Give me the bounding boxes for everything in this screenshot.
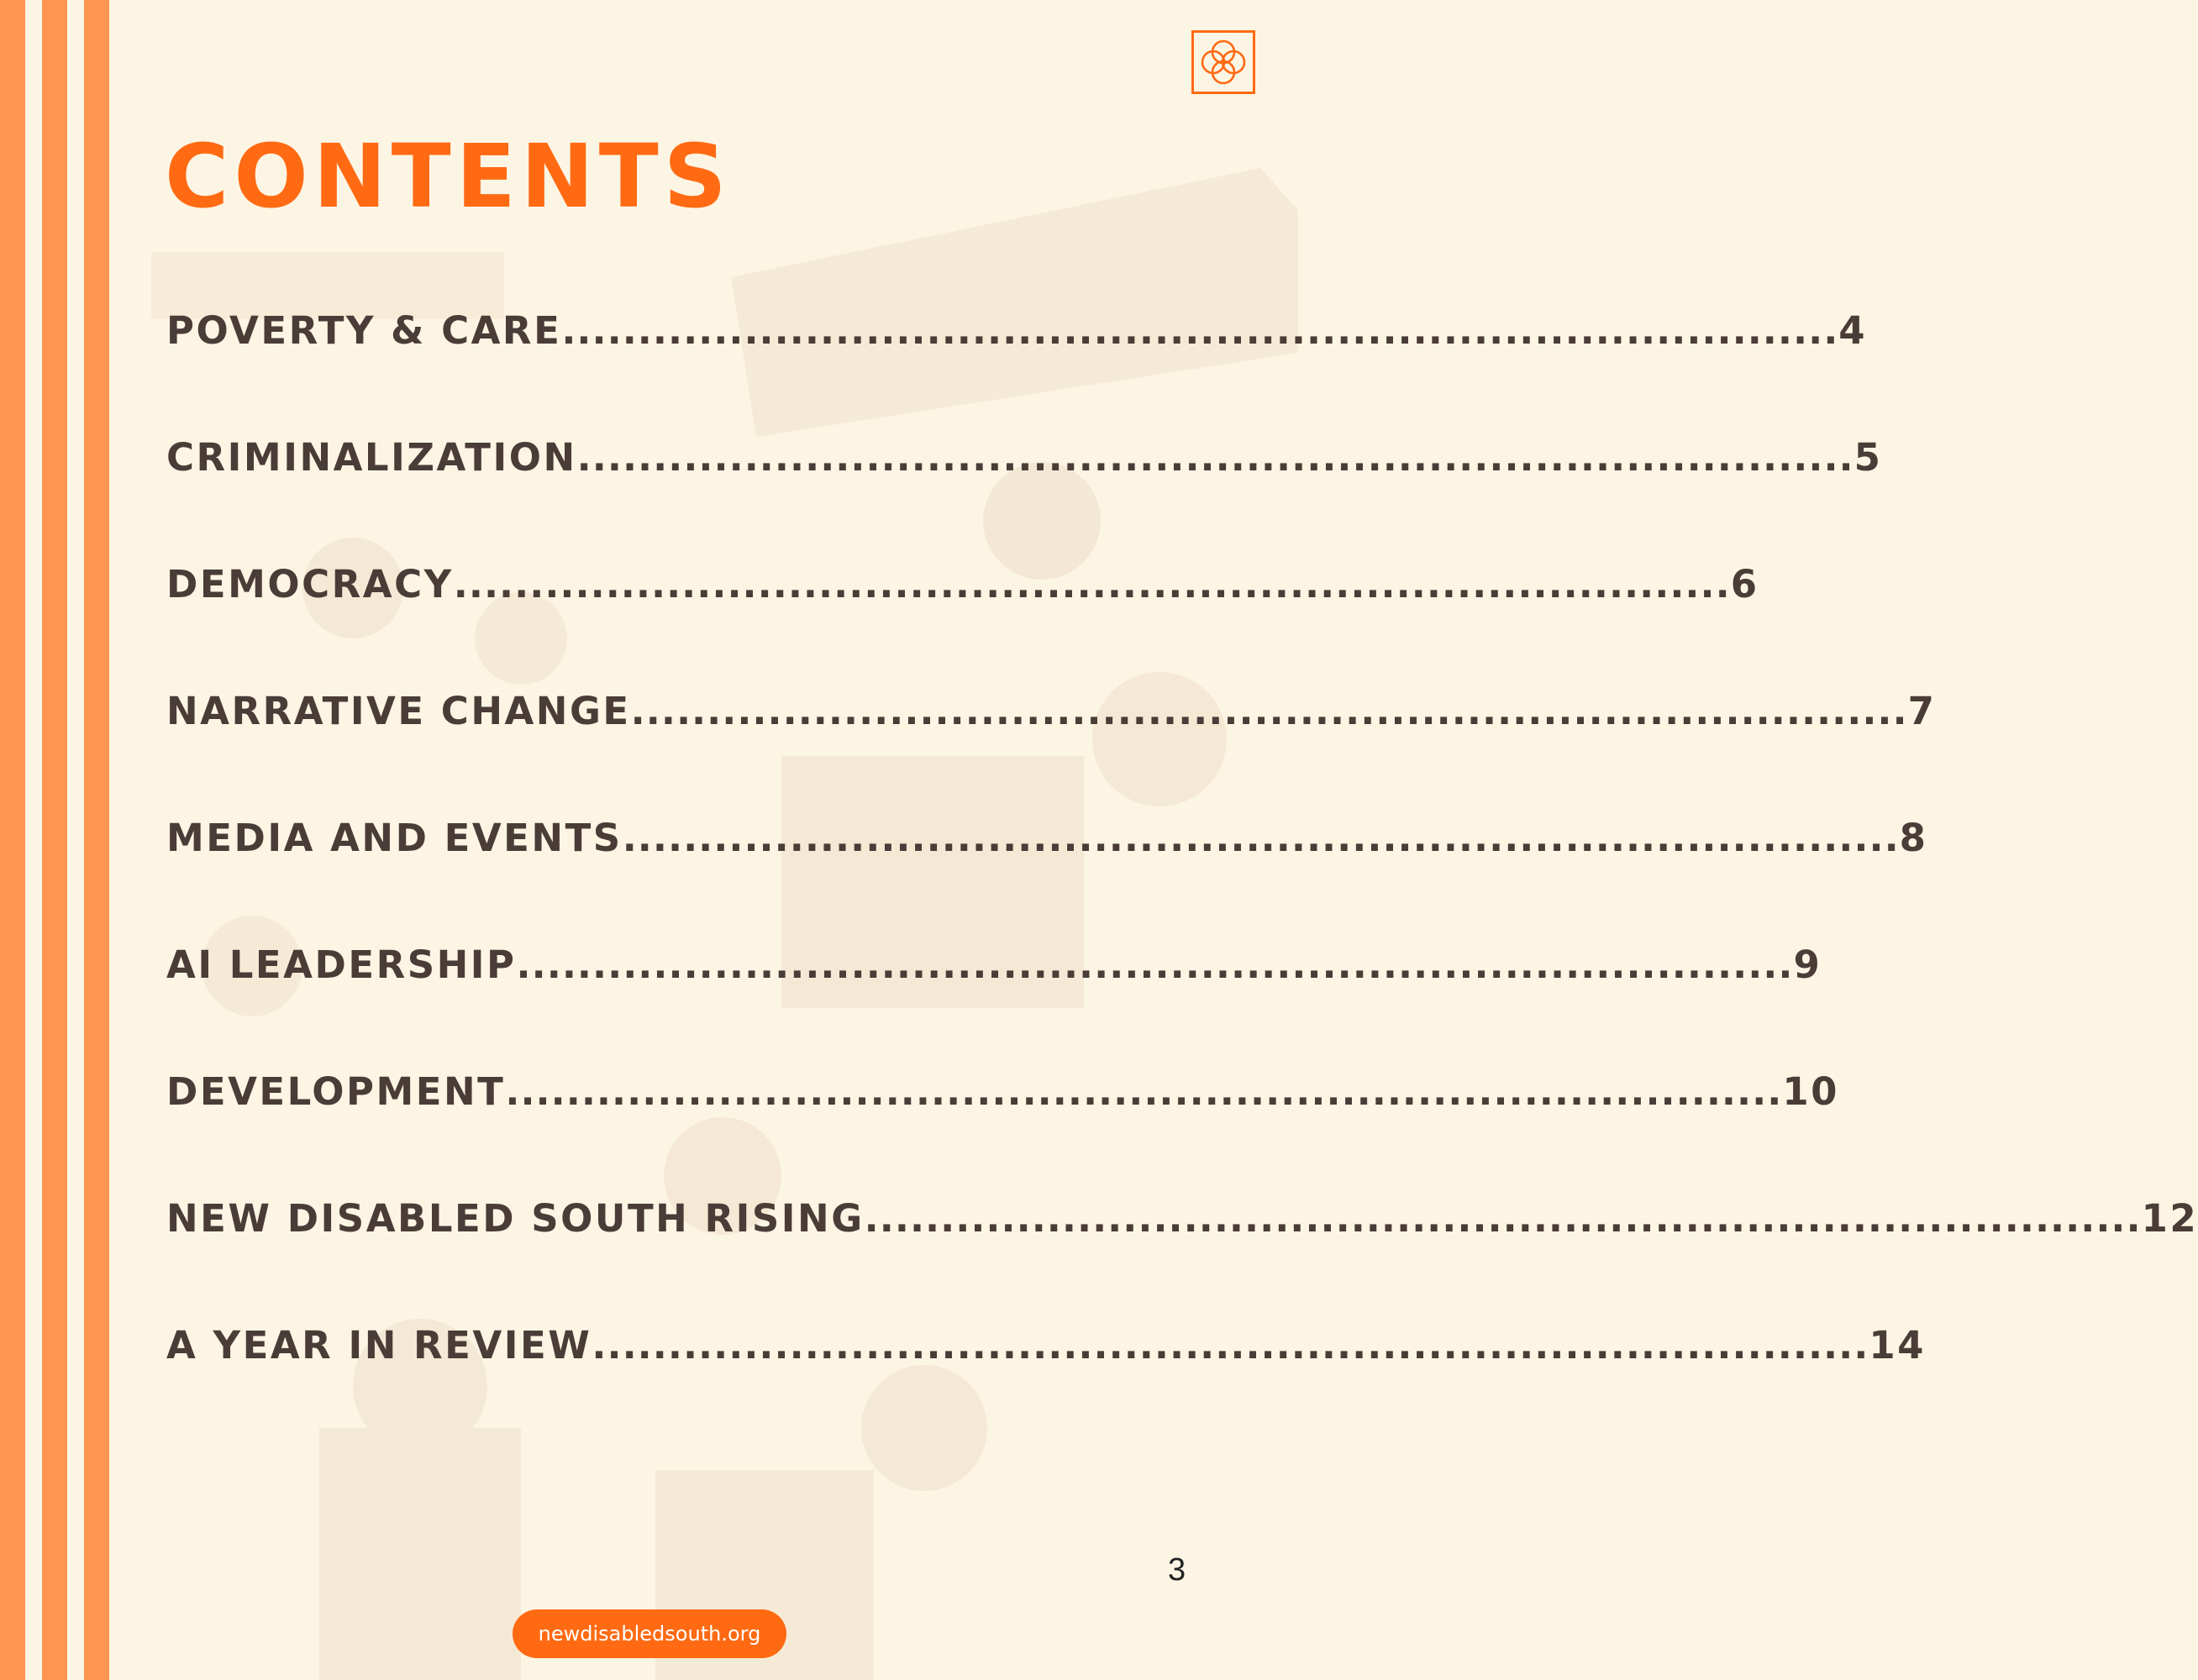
toc-entry-label: NARRATIVE CHANGE xyxy=(166,689,631,733)
toc-entry-label: AI LEADERSHIP xyxy=(166,942,517,987)
toc-entry-page: 8 xyxy=(1899,816,1928,860)
toc-entry-page: 12 xyxy=(2141,1196,2198,1241)
toc-entry-democracy[interactable] xyxy=(166,559,1759,610)
toc-entry-label: NEW DISABLED SOUTH RISING xyxy=(166,1196,865,1241)
toc-entry-new-disabled-south-rising[interactable] xyxy=(166,1194,2198,1244)
toc-leader-dots: .................................................................................... xyxy=(864,1196,2142,1241)
toc-leader-dots: .................................................................................... xyxy=(505,1069,1783,1114)
toc-entry-ai-leadership[interactable] xyxy=(166,940,1822,990)
toc-leader-dots: .................................................................................... xyxy=(561,308,1839,353)
website-link[interactable]: newdisabledsouth.org xyxy=(513,1609,786,1658)
page-number: 3 xyxy=(1168,1552,1186,1588)
toc-leader-dots: .................................................................................... xyxy=(576,435,1854,480)
toc-entry-label: POVERTY & CARE xyxy=(166,308,562,353)
toc-leader-dots: .................................................................................... xyxy=(592,1323,1869,1368)
toc-entry-page: 7 xyxy=(1907,689,1937,733)
toc-entry-page: 9 xyxy=(1793,942,1822,987)
decorative-stripe xyxy=(0,0,25,1680)
toc-leader-dots: .................................................................................... xyxy=(622,816,1900,860)
toc-entry-poverty-care[interactable] xyxy=(166,306,1868,356)
toc-entry-narrative-change[interactable] xyxy=(166,686,1937,737)
toc-entry-page: 14 xyxy=(1869,1323,1926,1368)
page-title: CONTENTS xyxy=(165,125,732,228)
decorative-stripe xyxy=(42,0,67,1680)
toc-entry-page: 4 xyxy=(1838,308,1868,353)
toc-entry-label: DEVELOPMENT xyxy=(166,1069,506,1114)
toc-leader-dots: .................................................................................... xyxy=(453,562,1731,606)
decorative-stripe xyxy=(84,0,109,1680)
toc-entry-page: 5 xyxy=(1854,435,1883,480)
toc-entry-development[interactable] xyxy=(166,1067,1839,1117)
toc-entry-label: MEDIA AND EVENTS xyxy=(166,816,623,860)
toc-entry-criminalization[interactable] xyxy=(166,433,1883,483)
toc-entry-page: 6 xyxy=(1730,562,1759,606)
toc-entry-label: CRIMINALIZATION xyxy=(166,435,577,480)
toc-entry-page: 10 xyxy=(1782,1069,1839,1114)
flower-logo-icon xyxy=(1191,30,1255,94)
toc-entry-label: DEMOCRACY xyxy=(166,562,454,606)
toc-leader-dots: .................................................................................... xyxy=(516,942,1794,987)
toc-entry-label: A YEAR IN REVIEW xyxy=(166,1323,592,1368)
toc-leader-dots: .................................................................................... xyxy=(630,689,1908,733)
toc-entry-media-and-events[interactable] xyxy=(166,813,1928,864)
toc-entry-a-year-in-review[interactable] xyxy=(166,1320,1926,1371)
